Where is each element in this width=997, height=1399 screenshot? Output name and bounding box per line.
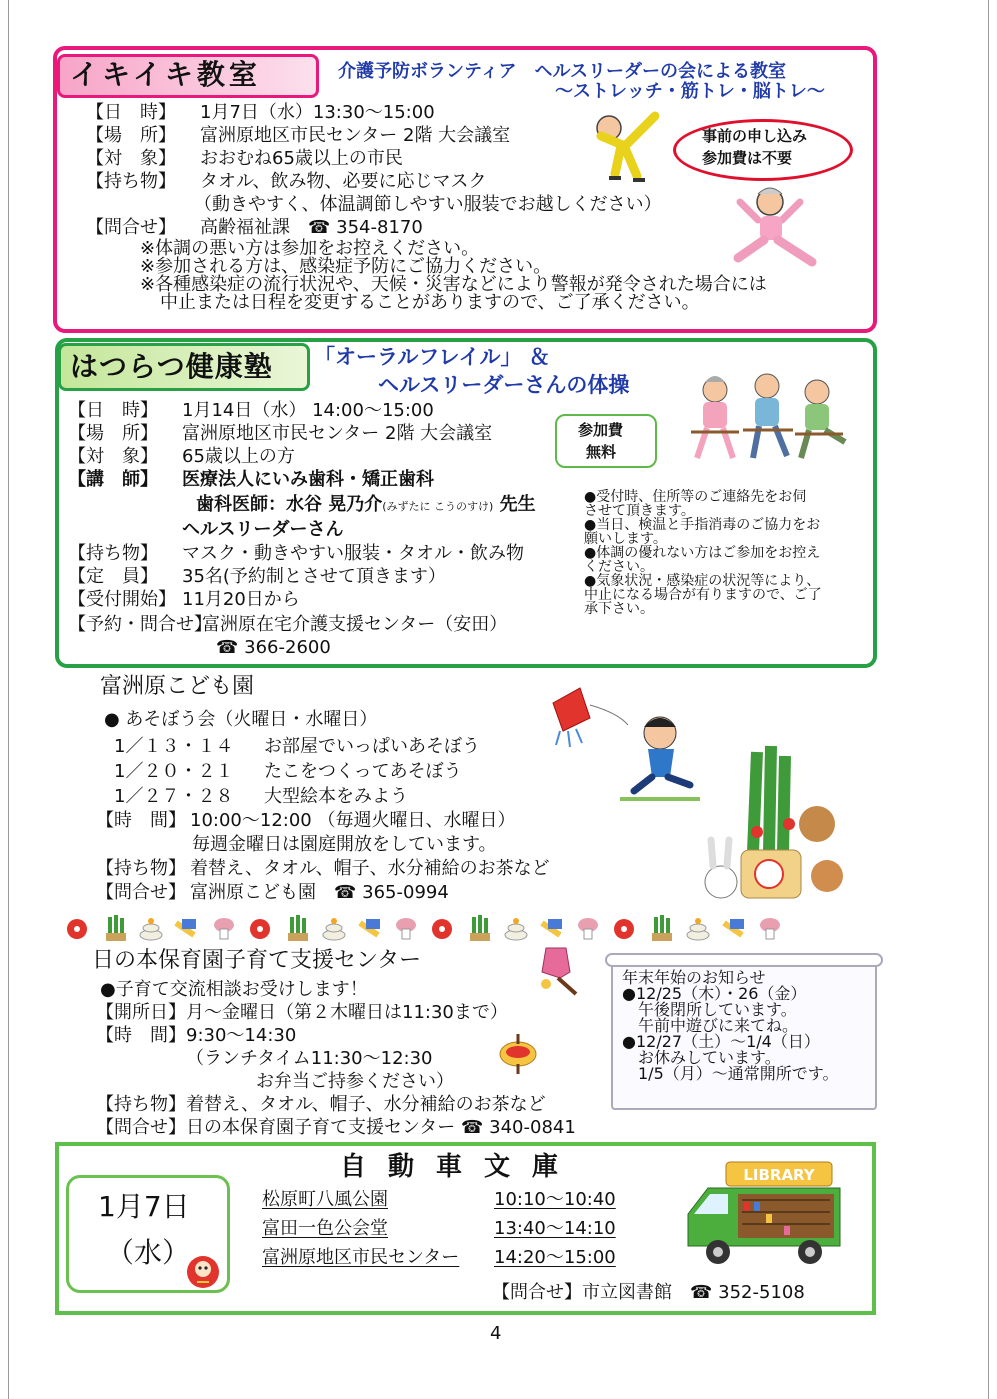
fee-line-2: 無料 — [586, 443, 617, 461]
detail-value: （動きやすく、体温調節しやすい服装でお越しください） — [194, 194, 662, 215]
detail-label: 【時 間】 — [96, 810, 186, 831]
plum-flower-icon — [432, 919, 452, 939]
detail-label: 【対 象】 — [68, 446, 158, 467]
plum-flower-icon — [250, 919, 270, 939]
detail-label: 【講 師】 — [68, 469, 158, 490]
detail-value: 日の本保育園子育て支援センター ☎ 340-0841 — [186, 1117, 576, 1138]
kite-boy-illustration — [548, 683, 718, 808]
detail-value: 9:30～14:30 — [186, 1025, 297, 1046]
oval-line-2: 参加費は不要 — [702, 149, 793, 167]
detail-value: マスク・動きやすい服装・タオル・飲み物 — [182, 543, 524, 564]
kadomatsu-animals-illustration — [697, 742, 857, 912]
notice-line: 午前中遊びに来てね。 — [622, 1016, 799, 1035]
notice-line: ●12/25（木）・26（金） — [622, 984, 807, 1003]
page-left-border — [8, 0, 9, 1399]
detail-value: 富洲原地区市民センター 2階 大会議室 — [182, 423, 493, 444]
library-bus-illustration — [684, 1158, 848, 1270]
notice-line: 1/5（月）～通常開所です。 — [622, 1064, 839, 1083]
stretching-man-illustration — [585, 106, 665, 188]
side-note-line: させて頂きます。 — [584, 503, 695, 519]
hinomoto-title: 日の本保育園子育て支援センター — [92, 948, 422, 973]
detail-label: 【持ち物】 — [96, 1094, 186, 1115]
kadomatsu-icon — [470, 915, 490, 941]
bookmobile-stops — [262, 1191, 616, 1278]
detail-label: 【問合せ】 — [96, 1117, 186, 1138]
stop-row — [262, 1249, 616, 1278]
note-line: ※体調の悪い方は参加をお控えください。 — [140, 238, 480, 259]
detail-value: 35名(予約制とさせて頂きます） — [182, 566, 446, 587]
kodomo-title: 富洲原こども園 — [100, 674, 255, 699]
detail-value: おおむね65歳以上の市民 — [200, 148, 403, 169]
bookmobile-contact: 【問合せ】市立図書館 ☎ 352-5108 — [492, 1282, 805, 1303]
detail-label: 【受付開始】 — [68, 589, 176, 610]
notice-line: ●12/27（土）～1/4（日） — [622, 1032, 820, 1051]
detail-value: 65歳以上の方 — [182, 446, 295, 467]
detail-label: 【場 所】 — [68, 423, 158, 444]
detail-label: 【場 所】 — [86, 125, 176, 146]
bookmobile-date: 1月7日 — [98, 1190, 190, 1223]
stop-time: 13:40～14:10 — [494, 1218, 616, 1239]
kadomatsu-icon — [288, 915, 308, 941]
detail-value: お弁当ご持参ください） — [256, 1071, 454, 1092]
trumpet-toy-icon — [724, 919, 744, 935]
side-note-line: ●気象状況・感染症の状況等により、 — [584, 573, 821, 589]
schedule-text: お部屋でいっぱいあそぼう — [264, 736, 480, 757]
detail-label: 【時 間】 — [96, 1025, 186, 1046]
detail-label: 【持ち物】 — [96, 858, 186, 879]
detail-label: 【開所日】 — [96, 1002, 186, 1023]
detail-label: 【日 時】 — [68, 400, 158, 421]
detail-label: 【持ち物】 — [86, 171, 176, 192]
lecturer-line-3: ヘルスリーダーさん — [182, 519, 344, 540]
detail-value: 毎週金曜日は園庭開放をしています。 — [192, 834, 497, 855]
ikiiki-notes — [140, 240, 767, 312]
hatsuratsu-phone: ☎ 366-2600 — [216, 637, 331, 658]
plum-flower-icon — [67, 919, 87, 939]
detail-label: 【予約・問合せ】 — [68, 614, 212, 635]
hatsuratsu-subtitle-1: 「オーラルフレイル」 ＆ — [314, 345, 550, 369]
side-note-line: 承下さい。 — [584, 601, 654, 617]
trumpet-toy-icon — [360, 919, 380, 935]
side-note-line: ●受付時、住所等のご連絡先をお伺 — [584, 489, 807, 505]
plum-flower-icon — [614, 919, 634, 939]
detail-label: 【問合せ】 — [86, 217, 176, 238]
notice-text — [622, 970, 838, 1082]
daruma-icon — [185, 1253, 221, 1289]
kadomatsu-icon — [652, 915, 672, 941]
detail-value: 着替え、タオル、帽子、水分補給のお茶など — [186, 1094, 546, 1115]
kodomo-schedule — [114, 738, 480, 813]
schedule-text: たこをつくってあそぼう — [264, 761, 462, 782]
ikiiki-details — [86, 104, 662, 242]
detail-value: 1月14日（水） 14:00～15:00 — [182, 400, 434, 421]
trumpet-toy-icon — [542, 919, 562, 935]
kagami-mochi-icon — [505, 918, 527, 940]
stop-time: 14:20～15:00 — [494, 1247, 616, 1268]
fee-line-1: 参加費 — [578, 421, 624, 439]
mushroom-toy-icon — [760, 918, 780, 939]
note-line: ※各種感染症の流行状況や、天候・災害などにより警報が発令された場合には — [140, 274, 767, 295]
notice-line: 午後閉所しています。 — [622, 1000, 797, 1019]
detail-label: 【定 員】 — [68, 566, 158, 587]
side-note-line: ●体調の優れない方はご参加をお控え — [584, 545, 821, 561]
detail-value: 富洲原在宅介護支援センター（安田） — [202, 614, 508, 635]
kagami-mochi-icon — [323, 918, 345, 940]
mushroom-toy-icon — [396, 918, 416, 939]
page-right-border — [988, 0, 989, 1399]
detail-label: 【問合せ】 — [96, 882, 186, 903]
kodomo-asobou: ● あそぼう会（火曜日・水曜日） — [104, 709, 378, 730]
kagami-mochi-icon — [687, 918, 709, 940]
schedule-row — [114, 738, 480, 763]
stop-place: 富洲原地区市民センター — [262, 1247, 460, 1268]
seniors-chair-exercise-illustration — [683, 362, 853, 467]
spinning-top-icon — [496, 1030, 540, 1076]
schedule-date: 1／２７・２８ — [114, 786, 234, 807]
lecturer-ruby: (みずたに こうのすけ) — [382, 500, 494, 513]
oval-line-1: 事前の申し込み — [702, 127, 808, 145]
ikiiki-title: イキイキ教室 — [70, 58, 261, 91]
kagami-mochi-icon — [140, 918, 162, 940]
notice-line: お休みしています。 — [622, 1048, 781, 1067]
side-note-line: 願いします。 — [584, 531, 667, 547]
hatsuratsu-subtitle-2: ヘルスリーダーさんの体操 — [378, 373, 630, 397]
scroll-top-roll — [605, 953, 883, 967]
trumpet-toy-icon — [176, 919, 196, 935]
stop-row — [262, 1220, 616, 1249]
stop-time: 10:10～10:40 — [494, 1189, 616, 1210]
hinomoto-consult: ●子育て交流相談お受けします！ — [100, 979, 368, 1000]
detail-value: 10:00～12:00 （毎週火曜日、水曜日） — [190, 810, 516, 831]
note-line: ※参加される方は、感染症予防にご協力ください。 — [140, 256, 552, 277]
side-note-line: ●当日、検温と手指消毒のご協力をお — [584, 517, 821, 533]
detail-value: 11月20日から — [182, 589, 300, 610]
detail-value: （ランチタイム11:30～12:30 — [186, 1048, 433, 1069]
schedule-date: 1／２０・２１ — [114, 761, 234, 782]
hagoita-icon — [536, 944, 586, 996]
mushroom-toy-icon — [214, 918, 234, 939]
stop-row — [262, 1191, 616, 1220]
lecturer-name: 歯科医師：水谷 晃乃介 — [196, 494, 383, 515]
bookmobile-title: 自動車文庫 — [340, 1152, 581, 1182]
detail-value: タオル、飲み物、必要に応じマスク — [200, 171, 487, 192]
note-line: 中止または日程を変更することがありますので、ご了承ください。 — [160, 292, 700, 313]
detail-value: 医療法人にいみ歯科・矯正歯科 — [182, 469, 434, 490]
library-sign: LIBRARY — [743, 1166, 815, 1184]
detail-label: 【日 時】 — [86, 102, 176, 123]
side-note-line: 中止になる場合が有りますので、ご了 — [584, 587, 822, 603]
detail-value: 高齢福祉課 ☎ 354-8170 — [200, 217, 423, 238]
hatsuratsu-title: はつらつ健康塾 — [70, 350, 273, 383]
detail-label: 【対 象】 — [86, 148, 176, 169]
lecturer-title: 先生 — [499, 494, 536, 515]
stop-place: 松原町八風公園 — [262, 1189, 388, 1210]
hatsuratsu-details — [68, 402, 536, 662]
exercising-woman-illustration — [730, 182, 820, 272]
new-year-decoration-row — [64, 915, 784, 943]
detail-value: 富洲原こども園 ☎ 365-0994 — [190, 882, 449, 903]
stop-place: 富田一色公会堂 — [262, 1218, 388, 1239]
bookmobile-weekday: （水） — [106, 1236, 191, 1269]
hatsuratsu-side-notes — [584, 490, 822, 616]
detail-value: 富洲原地区市民センター 2階 大会議室 — [200, 125, 511, 146]
detail-value: 1月7日（水）13:30～15:00 — [200, 102, 435, 123]
kodomo-details — [96, 812, 550, 908]
detail-label: 【持ち物】 — [68, 543, 158, 564]
detail-value: 着替え、タオル、帽子、水分補給のお茶など — [190, 858, 550, 879]
ikiiki-subtitle-2: ～ストレッチ・筋トレ・脳トレ～ — [555, 81, 825, 102]
notice-line: 年末年始のお知らせ — [622, 968, 766, 987]
page-number: 4 — [490, 1323, 502, 1344]
schedule-text: 大型絵本をみよう — [264, 786, 408, 807]
schedule-date: 1／１３・１４ — [114, 736, 234, 757]
schedule-row — [114, 763, 480, 788]
ikiiki-subtitle-1: 介護予防ボランティア ヘルスリーダーの会による教室 — [338, 61, 787, 82]
mushroom-toy-icon — [578, 918, 598, 939]
kadomatsu-icon — [106, 915, 126, 941]
detail-value: 月～金曜日（第２木曜日は11:30まで） — [186, 1002, 508, 1023]
side-note-line: ください。 — [584, 559, 654, 575]
